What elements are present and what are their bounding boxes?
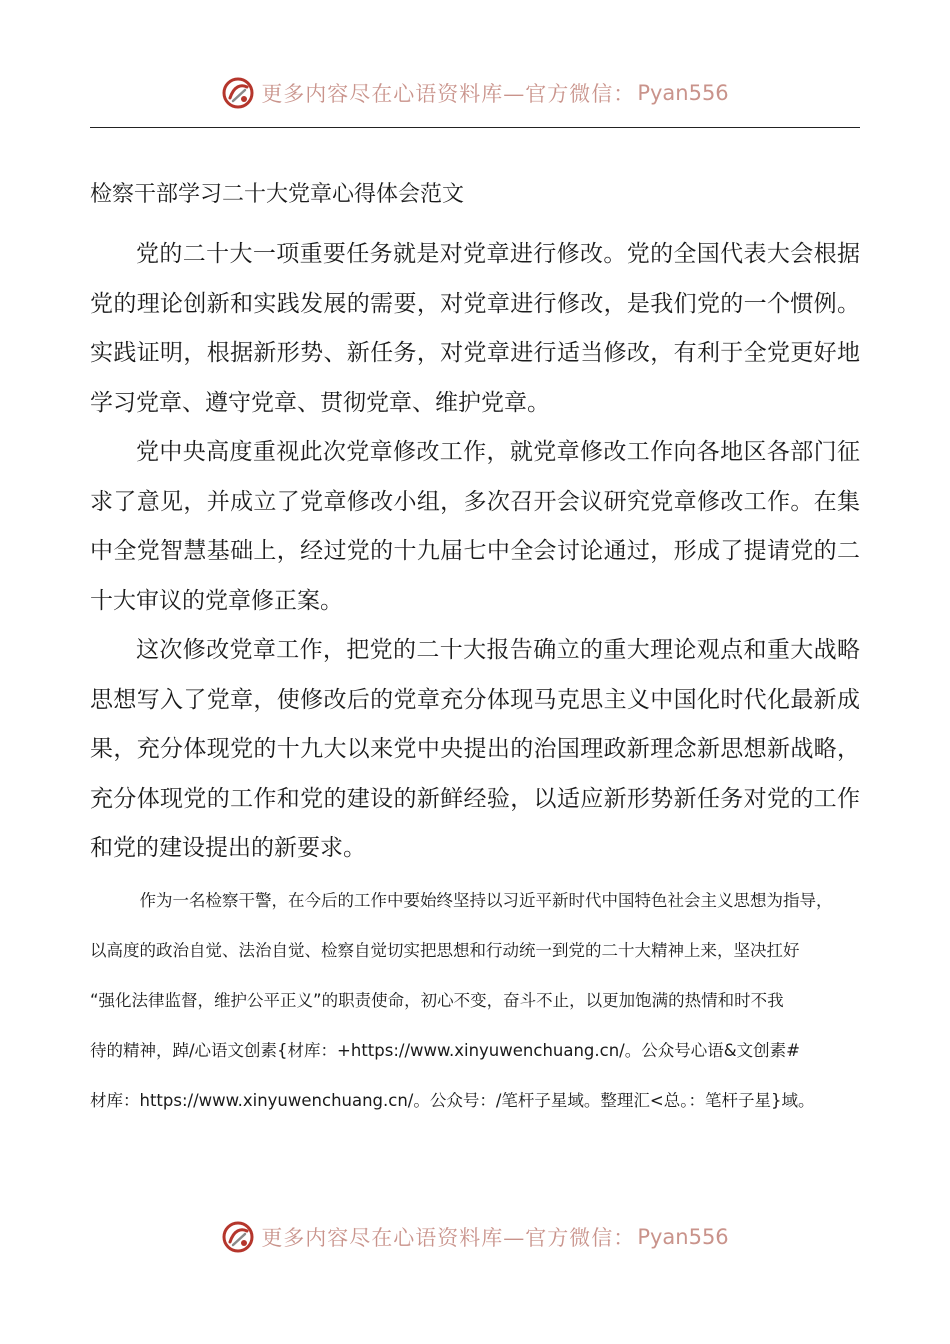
footer-wechat-id: Pyan556 bbox=[637, 1225, 729, 1249]
footer-banner bbox=[0, 1214, 950, 1260]
closing-line-5: 材库：https://www.xinyuwenchuang.cn/。公众号：/笔杆子星域。整理汇<总。：笔杆子星}域。 bbox=[90, 1091, 815, 1110]
closing-line-2: 以高度的政治自觉、法治自觉、检察自觉切实把思想和行动统一到党的二十大精神上来，坚决扛好 bbox=[90, 941, 800, 960]
document-body bbox=[90, 230, 860, 874]
header-divider bbox=[90, 127, 860, 128]
header-banner-text: 更多内容尽在心语资料库—官方微信： bbox=[261, 82, 636, 106]
seal-logo-icon bbox=[221, 1220, 255, 1254]
seal-logo-icon bbox=[221, 76, 255, 110]
paragraph-3: 这次修改党章工作，把党的二十大报告确立的重大理论观点和重大战略思想写入了党章，使修改后的党章充分体现马克思主义中国化时代化最新成果，充分体现党的十九大以来党中央提出的治国理政新理念新思想新战略，充分体现党的工作和党的建设的新鲜经验，以适应新形势新任务对党的工作和党的建设提出的新要求。 bbox=[90, 637, 860, 861]
paragraph-1: 党的二十大一项重要任务就是对党章进行修改。党的全国代表大会根据党的理论创新和实践发展的需要，对党章进行修改，是我们党的一个惯例。实践证明，根据新形势、新任务，对党章进行适当修改，有利于全党更好地学习党章、遵守党章、贯彻党章、维护党章。 bbox=[90, 241, 860, 416]
header-banner bbox=[0, 70, 950, 116]
closing-line-4: 待的精神，踔/心语文创素{材库：+https://www.xinyuwenchuang.cn/。公众号心语&文创素# bbox=[90, 1041, 800, 1060]
footer-banner-text: 更多内容尽在心语资料库—官方微信： bbox=[261, 1226, 636, 1250]
paragraph-2: 党中央高度重视此次党章修改工作，就党章修改工作向各地区各部门征求了意见，并成立了党章修改小组，多次召开会议研究党章修改工作。在集中全党智慧基础上，经过党的十九届七中全会讨论通过，形成了提请党的二十大审议的党章修正案。 bbox=[90, 439, 860, 614]
document-title: 检察干部学习二十大党章心得体会范文 bbox=[90, 182, 465, 207]
header-wechat-id: Pyan556 bbox=[637, 81, 729, 105]
closing-paragraph bbox=[90, 876, 865, 1126]
closing-line-3: “强化法律监督，维护公平正义”的职责使命，初心不变，奋斗不止，以更加饱满的热情和时不我 bbox=[90, 991, 784, 1010]
closing-line-1: 作为一名检察干警，在今后的工作中要始终坚持以习近平新时代中国特色社会主义思想为指导， bbox=[139, 891, 833, 910]
